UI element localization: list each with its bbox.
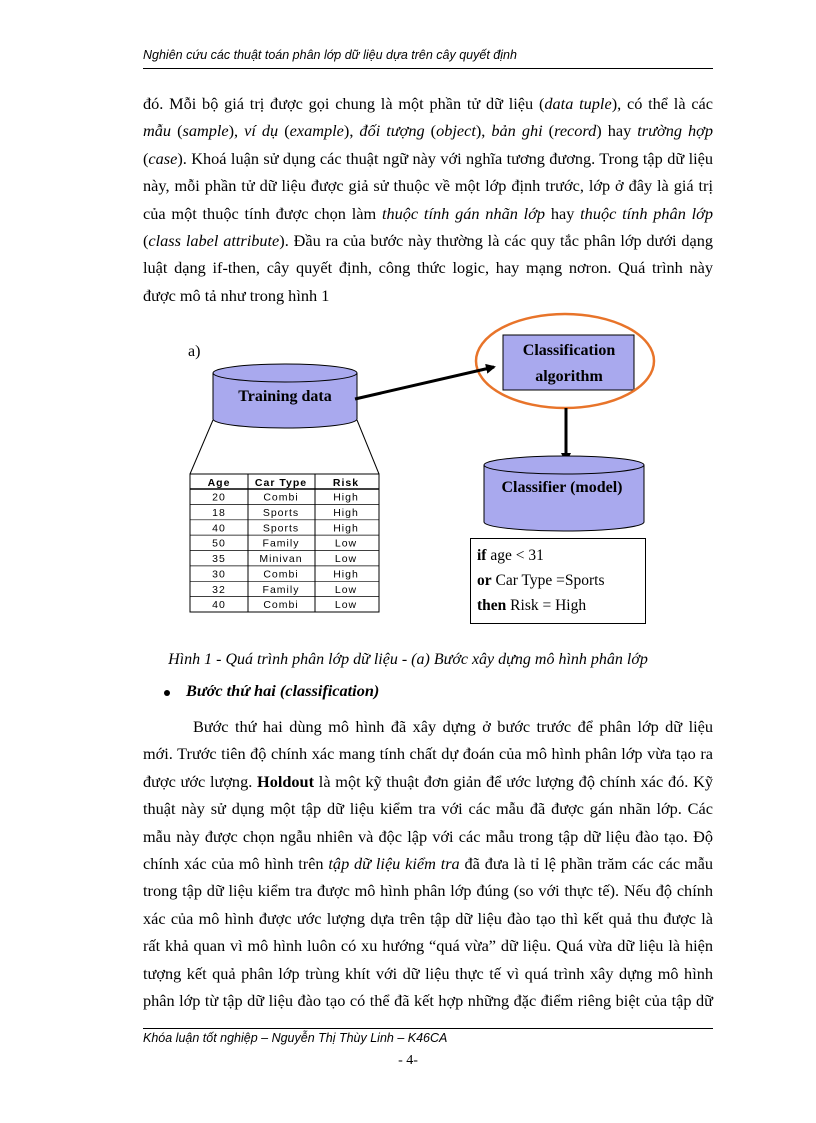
table-cell: 18 [212, 506, 226, 519]
table-cell: 32 [212, 583, 226, 596]
p1-line-6: (class label attribute). Đầu ra của bước này thường là các quy tắc phân lớp dưới dạng [143, 231, 714, 251]
table-cell: Low [334, 599, 358, 612]
rule-line-if: if age < 31 [477, 547, 544, 564]
p1-line-4: này, mỗi phần tử dữ liệu được giả sử thuộc về một lớp định trước, lớp ở đây là giá trị [143, 176, 713, 196]
paragraph-2 [143, 713, 713, 1014]
page-number: - 4- [398, 1053, 418, 1068]
p1-line-1: đó. Mỗi bộ giá trị được gọi chung là một phần tử dữ liệu (data tuple), có thể là các [143, 94, 714, 113]
footer-text: Khóa luận tốt nghiệp – Nguyễn Thị Thùy Linh – K46CA [143, 1031, 448, 1045]
figure-label: a) [188, 343, 201, 360]
classifier-cylinder [484, 456, 644, 531]
table-cell: High [333, 522, 359, 535]
p2-line-5: mẫu này được chọn ngẫu nhiên và độc lập với các mẫu trong tập dữ liệu đào tạo. Độ [143, 826, 713, 846]
table-cell: High [333, 506, 359, 519]
table-cell: Low [334, 553, 358, 565]
figure-caption: Hình 1 - Quá trình phân lớp dữ liệu - (a) Bước xây dựng mô hình phân lớp [168, 651, 648, 668]
p2-line-3: được ước lượng. Holdout là một kỹ thuật đơn giản để ước lượng độ chính xác đó. Kỹ [143, 771, 713, 791]
table-cell: Combi [263, 491, 299, 504]
p2-line-2: mới. Trước tiên độ chính xác mang tính chất dự đoán của mô hình phân lớp vừa tạo ra [143, 744, 713, 764]
algorithm-label-1: Classification [522, 342, 616, 359]
p2-line-10: tượng kết quả phân lớp trùng khít với dữ liệu thực tế vì quá trình xây dựng mô hình [143, 963, 713, 983]
table-cell: Low [334, 583, 358, 596]
arrow-to-algorithm [355, 367, 494, 399]
table-header-car-type: Car Type [254, 477, 308, 489]
table-cell: Combi [263, 568, 299, 581]
funnel-line-right [357, 420, 379, 474]
p1-line-8: được mô tả như trong hình 1 [143, 285, 330, 305]
table-cell: Family [262, 583, 300, 596]
p2-line-7: trong tập dữ liệu kiểm tra được mô hình phân lớp đúng (so với thực tế). Nếu độ chính [143, 881, 713, 901]
algorithm-label-2: algorithm [535, 368, 603, 385]
table-cell: High [333, 491, 359, 504]
table-cell: Sports [262, 522, 300, 535]
table-cell: Minivan [259, 553, 303, 565]
table-cell: 40 [212, 522, 226, 535]
table-cell: High [333, 568, 359, 581]
table-cell: 20 [212, 491, 226, 504]
table-cell: Combi [263, 599, 299, 612]
training-data-cylinder [213, 364, 357, 428]
p1-line-7: luật dạng if-then, cây quyết định, công thức logic, hay mạng nơron. Quá trình này [143, 258, 713, 278]
table-header-age: Age [207, 477, 231, 489]
classification-algorithm-node [476, 314, 654, 408]
p2-line-11: phân lớp từ tập dữ liệu đào tạo có thể đã kết hợp những đặc điểm riêng biệt của tập dữ [143, 991, 713, 1011]
p2-line-9: rất khả quan vì mô hình luôn có xu hướng “quá vừa” dữ liệu. Quá vừa dữ liệu là hiện [143, 936, 713, 956]
classifier-label: Classifier (model) [501, 479, 623, 496]
table-cell: Sports [262, 506, 300, 519]
p1-line-3: (case). Khoá luận sử dụng các thuật ngữ này với nghĩa tương đương. Trong tập dữ liệu [143, 148, 713, 168]
table-cell: 40 [212, 599, 226, 612]
classifier-rule-box [470, 538, 646, 624]
p2-line-4: thuật này sử dụng một tập dữ liệu kiểm tra với các mẫu đã được gán nhãn lớp. Các [143, 799, 713, 819]
table-cell: Family [262, 537, 300, 550]
p1-line-5: của một thuộc tính được chọn làm thuộc tính gán nhãn lớp hay thuộc tính phân lớp [143, 203, 713, 223]
bullet-icon [164, 690, 170, 696]
rule-line-or: or Car Type =Sports [477, 572, 605, 589]
table-cell: 35 [212, 553, 226, 565]
training-table [190, 474, 379, 612]
table-header-risk: Risk [332, 477, 360, 489]
table-cell: 50 [212, 537, 226, 550]
running-header: Nghiên cứu các thuật toán phân lớp dữ liệu dựa trên cây quyết định [143, 48, 517, 62]
p2-line-8: xác của mô hình được ước lượng dựa trên tập dữ liệu đào tạo thì kết quả thu được là [143, 908, 713, 928]
table-cell: 30 [212, 568, 226, 581]
footer-rule [143, 1028, 713, 1029]
p1-line-2: mẫu (sample), ví dụ (example), đối tượng (object), bản ghi (record) hay trường hợp [143, 121, 713, 141]
bullet-heading: Bước thứ hai (classification) [186, 681, 380, 700]
training-data-label: Training data [238, 388, 332, 405]
funnel-line-left [190, 420, 213, 474]
rule-line-then: then Risk = High [477, 597, 587, 614]
table-cell: Low [334, 537, 358, 550]
p2-line-6: chính xác của mô hình trên tập dữ liệu kiểm tra đã đưa là tỉ lệ phần trăm các các mẫu [143, 854, 713, 874]
p2-line-1: Bước thứ hai dùng mô hình đã xây dựng ở bước trước để phân lớp dữ liệu [193, 717, 713, 736]
